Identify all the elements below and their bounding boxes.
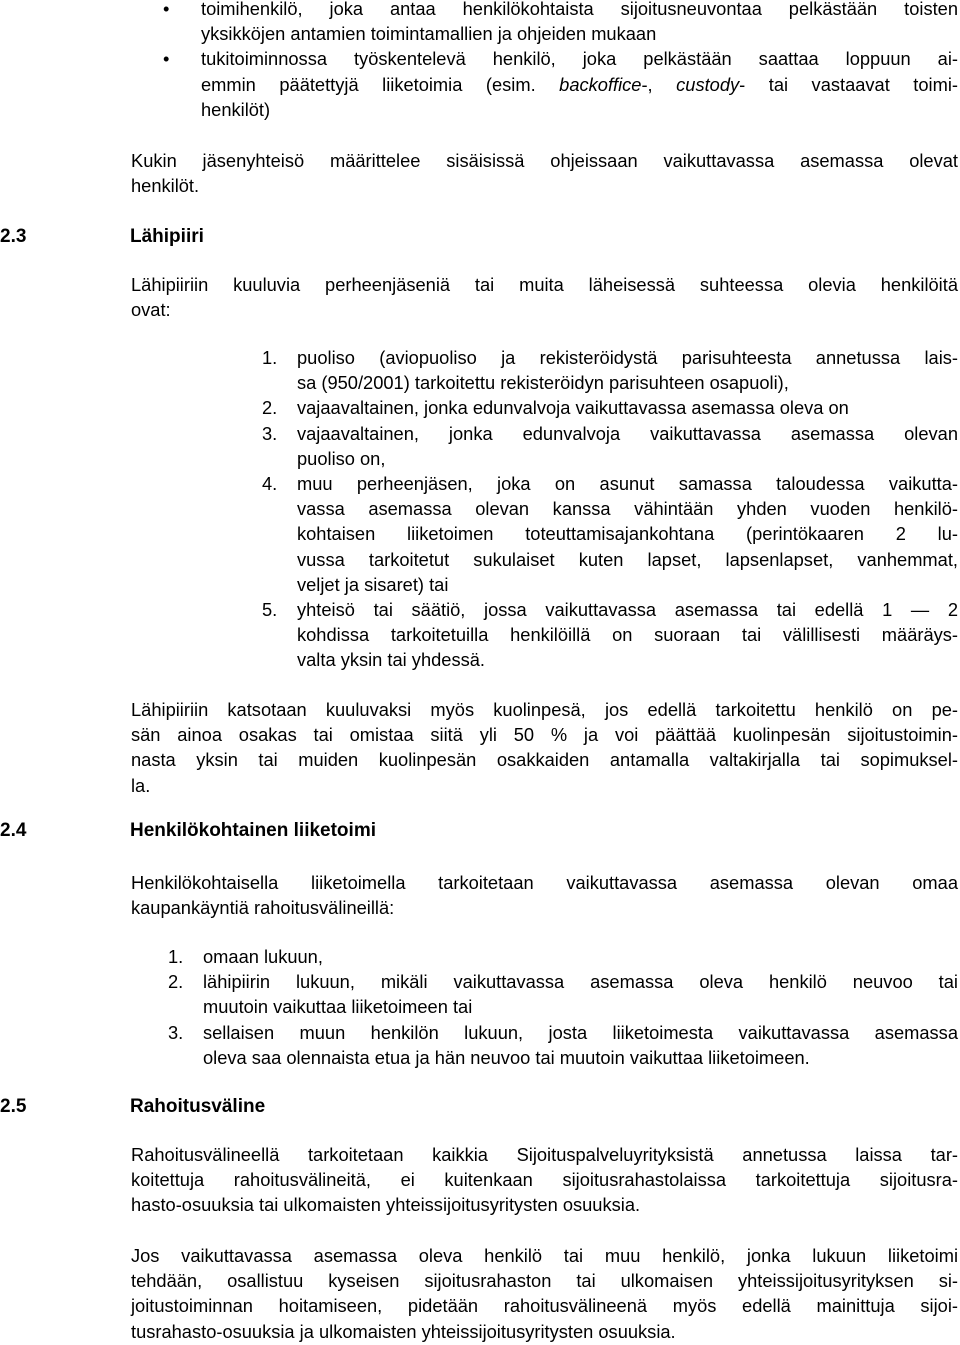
paragraph-line: ovat: (131, 299, 171, 321)
list-line: vussa tarkoitetut sukulaiset kuten lapset, lapsenlapset, vanhemmat, (297, 548, 958, 570)
list-marker: 2. (262, 397, 278, 419)
paragraph-line: tusrahasto-osuuksia ja ulkomaisten yhteissijoitusyritysten osuuksia. (131, 1320, 676, 1342)
section-number: 2.4 (0, 820, 27, 841)
list-line: puoliso on, (297, 447, 386, 469)
paragraph-line: Jos vaikuttavassa asemassa oleva henkilö tai muu henkilö, jonka lukuun liiketoimi (131, 1245, 958, 1266)
list-line: veljet ja sisaret) tai (297, 573, 449, 595)
paragraph-line: hasto-osuuksia tai ulkomaisten yhteissijoitusyritysten osuuksia. (131, 1194, 641, 1216)
bullet-dot-icon: • (163, 0, 170, 19)
paragraph-line: Lähipiiriin kuuluvia perheenjäseniä tai muita läheisessä suhteessa olevia henkilöitä (131, 274, 958, 295)
bullet-dot-icon: • (163, 48, 170, 70)
section-heading-2-5 (0, 1094, 265, 1119)
paragraph-line: Rahoitusvälineellä tarkoitetaan kaikkia Sijoituspalveluyrityksistä annetussa laissa tar- (131, 1144, 958, 1165)
section-title: Lähipiiri (130, 226, 204, 247)
list-line: valta yksin tai yhdessä. (297, 649, 485, 671)
list-line: oleva saa olennaista etua ja hän neuvoo tai muutoin vaikuttaa liiketoimeen. (203, 1046, 810, 1068)
list-marker: 4. (262, 473, 278, 495)
list-line: vajaavaltainen, jonka edunvalvoja vaikuttavassa asemassa oleva on (297, 397, 849, 419)
section-heading-2-3 (0, 224, 204, 249)
list-item (168, 1020, 958, 1070)
bullet-line-italic: emmin päätettyjä liiketoimia (esim. backoffice-, custody- tai vastaavat toimi- (201, 73, 958, 95)
paragraph-line: la. (131, 774, 151, 796)
paragraph-rahoitusvaline-1 (131, 1142, 958, 1218)
bullet-list-top (163, 0, 958, 122)
section-title: Rahoitusväline (130, 1096, 266, 1117)
list-item (262, 395, 958, 420)
section-number: 2.3 (0, 226, 27, 247)
bullet-line: tukitoiminnossa työskentelevä henkilö, joka pelkästään saattaa loppuun ai- (201, 48, 958, 70)
paragraph-line: sän ainoa osakas tai omistaa siitä yli 50 % ja voi päättää kuolinpesän sijoitustoimin- (131, 724, 958, 746)
paragraph-line: joitustoiminnan hoitamiseen, pidetään rahoitusvälineenä myös edellä mainittuja sijoi- (131, 1295, 958, 1317)
paragraph-kuolinpesa (131, 697, 958, 798)
paragraph-line: nasta yksin tai muiden kuolinpesän osakkaiden antamalla valtakirjalla tai sopimuksel- (131, 749, 958, 771)
section-number: 2.5 (0, 1096, 27, 1117)
paragraph-line: tehdään, osallistuu kyseisen sijoitusrahaston tai ulkomaisen yhteissijoitusyrityksen si- (131, 1270, 958, 1292)
section-heading-2-4 (0, 818, 376, 843)
paragraph-line: koitettuja rahoitusvälineitä, ei kuitenkaan sijoitusrahastolaissa tarkoitettuja sijoitusra- (131, 1169, 958, 1191)
paragraph-line: Lähipiiriin katsotaan kuuluvaksi myös kuolinpesä, jos edellä tarkoitettu henkilö on pe- (131, 699, 958, 720)
list-marker: 1. (262, 347, 278, 368)
list-item (262, 345, 958, 395)
bullet-line: yksikköjen antamien toimintamallien ja ohjeiden mukaan (201, 23, 657, 45)
bullet-item-1 (163, 0, 958, 46)
list-item (262, 597, 958, 673)
paragraph-line: henkilöt. (131, 175, 200, 197)
section-title: Henkilökohtainen liiketoimi (130, 820, 376, 841)
list-line: sellaisen muun henkilön lukuun, josta liiketoimesta vaikuttavassa asemassa (203, 1021, 958, 1043)
paragraph-rahoitusvaline-2 (131, 1243, 958, 1344)
list-line: vassa asemassa olevan kanssa vähintään yhden vuoden henkilö- (297, 498, 958, 520)
bullet-item-2 (163, 46, 958, 122)
list-line: muutoin vaikuttaa liiketoimeen tai (203, 996, 473, 1018)
list-item (168, 944, 958, 969)
paragraph-line: Henkilökohtaisella liiketoimella tarkoitetaan vaikuttavassa asemassa olevan omaa (131, 872, 958, 893)
list-line: vajaavaltainen, jonka edunvalvoja vaikuttavassa asemassa olevan (297, 422, 958, 444)
ordered-list-2-4 (168, 944, 958, 1070)
list-item (262, 471, 958, 597)
list-line: yhteisö tai säätiö, jossa vaikuttavassa asemassa tai edellä 1 — 2 (297, 599, 958, 621)
paragraph-line: kaupankäyntiä rahoitusvälineillä: (131, 897, 395, 919)
list-line: puoliso (aviopuoliso ja rekisteröidystä parisuhteesta annetussa lais- (297, 347, 958, 368)
bullet-line: henkilöt) (201, 98, 271, 120)
list-line: kohdissa tarkoitetuilla henkilöillä on suoraan tai välillisesti määräys- (297, 624, 958, 646)
list-line: kohtaisen liiketoimen toteuttamisajankohtana (perintökaaren 2 lu- (297, 523, 958, 545)
list-marker: 3. (168, 1021, 184, 1043)
list-marker: 1. (168, 946, 184, 967)
list-marker: 3. (262, 422, 278, 444)
list-line: muu perheenjäsen, joka on asunut samassa taloudessa vaikutta- (297, 473, 958, 495)
list-item (262, 421, 958, 471)
list-marker: 2. (168, 971, 184, 993)
list-marker: 5. (262, 599, 278, 621)
paragraph-henkilokohtainen-intro (131, 870, 958, 920)
paragraph-kukin (131, 148, 958, 198)
bullet-line: toimihenkilö, joka antaa henkilökohtaista sijoitusneuvontaa pelkästään toisten (201, 0, 958, 19)
paragraph-lahipiiri-intro (131, 272, 958, 322)
list-item (168, 969, 958, 1019)
ordered-list-2-3 (262, 345, 958, 673)
paragraph-line: Kukin jäsenyhteisö määrittelee sisäisissä ohjeissaan vaikuttavassa asemassa olevat (131, 150, 958, 171)
list-line: sa (950/2001) tarkoitettu rekisteröidyn parisuhteen osapuoli), (297, 372, 789, 394)
list-line: lähipiirin lukuun, mikäli vaikuttavassa asemassa oleva henkilö neuvoo tai (203, 971, 958, 993)
list-line: omaan lukuun, (203, 946, 323, 967)
